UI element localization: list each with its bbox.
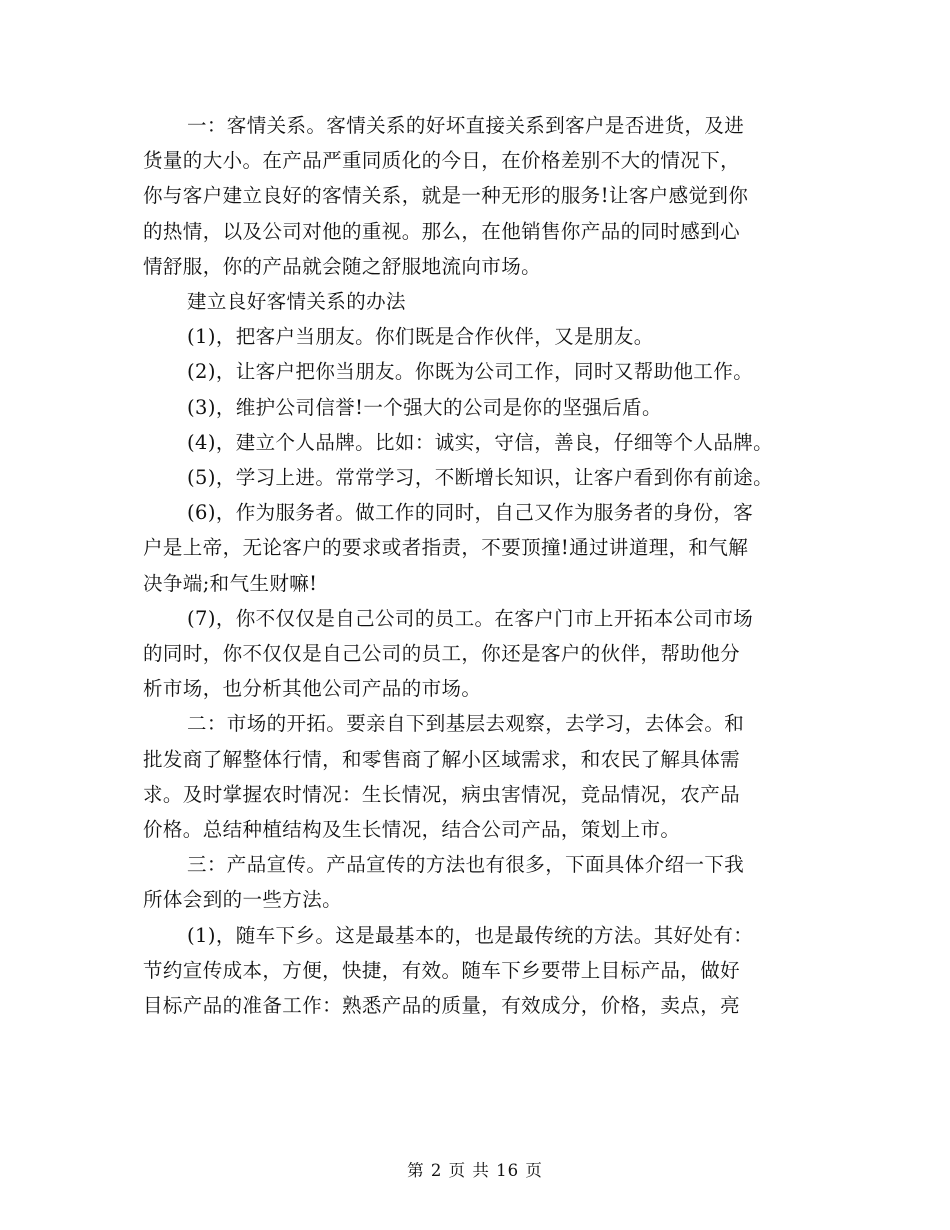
text-line: 求。及时掌握农时情况：生长情况，病虫害情况，竞品情况，农产品 [143,782,741,806]
text-line: 的热情，以及公司对他的重视。那么，在他销售你产品的同时感到心 [143,219,741,243]
text-line: 建立良好客情关系的办法 [187,290,406,313]
text-line: 目标产品的准备工作：熟悉产品的质量，有效成分，价格，卖点，亮 [143,994,741,1017]
text-line: (7)，你不仅仅是自己公司的员工。在客户门市上开拓本公司市场 [187,606,754,630]
text-line: 所体会到的一些方法。 [143,888,343,912]
text-line: 三：产品宣传。产品宣传的方法也有很多，下面具体介绍一下我 [187,853,745,877]
text-line: 的同时，你不仅仅是自己公司的员工，你还是客户的伙伴，帮助他分 [143,642,741,665]
text-line: 你与客户建立良好的客情关系，就是一种无形的服务!让客户感觉到你 [143,184,749,208]
text-line: (1)，随车下乡。这是最基本的，也是最传统的方法。其好处有： [187,923,754,947]
text-line: 决争端;和气生财嘛! [143,571,318,595]
text-line: 情舒服，你的产品就会随之舒服地流向市场。 [143,254,542,278]
text-line: (4)，建立个人品牌。比如：诚实，守信，善良，仔细等个人品牌。 [187,430,774,454]
text-line: (3)，维护公司信誉!一个强大的公司是你的坚强后盾。 [187,395,662,419]
text-line: (1)，把客户当朋友。你们既是合作伙伴，又是朋友。 [187,325,654,349]
page-footer: 第 2 页 共 16 页 [407,1161,543,1180]
text-line: 货量的大小。在产品严重同质化的今日，在价格差别不大的情况下， [143,149,741,173]
text-line: (6)，作为服务者。做工作的同时，自己又作为服务者的身份，客 [187,501,754,525]
text-line: 一：客情关系。客情关系的好坏直接关系到客户是否进货，及进 [187,114,745,137]
text-line: 价格。总结种植结构及生长情况，结合公司产品，策划上市。 [143,818,681,841]
text-line: 析市场，也分析其他公司产品的市场。 [143,677,482,701]
text-line: (5)，学习上进。常常学习，不断增长知识，让客户看到你有前途。 [187,466,774,489]
text-line: 节约宣传成本，方便，快捷，有效。随车下乡要带上目标产品，做好 [143,958,741,982]
text-line: 户是上帝，无论客户的要求或者指责，不要顶撞!通过讲道理，和气解 [143,536,749,560]
text-line: 批发商了解整体行情，和零售商了解小区域需求，和农民了解具体需 [143,747,741,771]
text-line: (2)，让客户把你当朋友。你既为公司工作，同时又帮助他工作。 [187,360,754,384]
text-line: 二：市场的开拓。要亲自下到基层去观察，去学习，去体会。和 [187,712,745,736]
